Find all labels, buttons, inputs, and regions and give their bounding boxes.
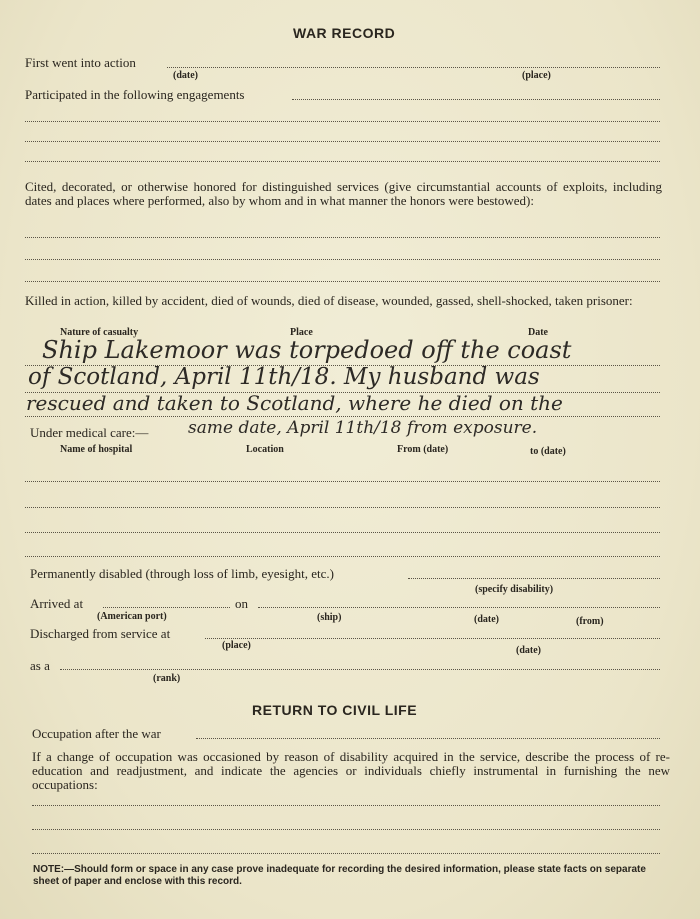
medical-line-4[interactable]	[25, 556, 660, 557]
engagements-line-2[interactable]	[25, 121, 660, 122]
war-record-title: WAR RECORD	[293, 25, 396, 41]
engagements-line-3[interactable]	[25, 141, 660, 142]
engagements-label: Participated in the following engagements	[25, 87, 245, 102]
first-action-place-hint: (place)	[522, 70, 551, 81]
medical-line-3[interactable]	[25, 532, 660, 533]
medical-label: Under medical care:—	[30, 425, 149, 440]
engagements-line-4[interactable]	[25, 161, 660, 162]
handwriting-line-3: rescued and taken to Scotland, where he died on the	[26, 391, 563, 415]
discharged-line[interactable]	[205, 638, 660, 639]
occupation-label: Occupation after the war	[32, 726, 161, 741]
col-date: Date	[528, 327, 548, 338]
col-from-date: From (date)	[397, 444, 449, 455]
first-action-label: First went into action	[25, 55, 136, 70]
discharged-label: Discharged from service at	[30, 626, 171, 641]
as-a-label: as a	[30, 658, 50, 673]
civil-life-title: RETURN TO CIVIL LIFE	[252, 702, 418, 718]
engagements-line-1[interactable]	[292, 99, 660, 100]
cited-line-3[interactable]	[25, 281, 660, 282]
discharged-place-hint: (place)	[222, 640, 251, 651]
cited-line-1[interactable]	[25, 237, 660, 238]
arrived-ship-line[interactable]	[258, 607, 660, 608]
arrived-on-label: on	[235, 596, 248, 611]
col-nature-of-casualty: Nature of casualty	[60, 327, 139, 338]
handwriting-line-2: of Scotland, April 11th/18. My husband was	[28, 364, 540, 390]
note-text: NOTE:—Should form or space in any case prove inadequate for recording the desired information, please state facts on separate sheet of paper and enclose with this record.	[33, 864, 646, 887]
arrived-port-line[interactable]	[103, 607, 230, 608]
col-to-date: to (date)	[530, 446, 566, 457]
arrived-from-hint: (from)	[576, 616, 604, 627]
occupation-line[interactable]	[196, 738, 660, 739]
disabled-hint: (specify disability)	[475, 584, 554, 595]
col-place: Place	[290, 327, 313, 338]
change-line-3[interactable]	[32, 853, 660, 854]
cited-line-2[interactable]	[25, 259, 660, 260]
disabled-line[interactable]	[408, 578, 660, 579]
discharged-date-hint: (date)	[516, 645, 541, 656]
arrived-port-hint: (American port)	[97, 611, 167, 622]
as-a-line[interactable]	[60, 669, 660, 670]
col-name-of-hospital: Name of hospital	[60, 444, 133, 455]
col-location: Location	[246, 444, 284, 455]
first-action-date-hint: (date)	[173, 70, 198, 81]
first-action-line[interactable]	[167, 67, 660, 68]
medical-line-2[interactable]	[25, 507, 660, 508]
handwriting-line-1: Ship Lakemoor was torpedoed off the coast	[42, 336, 572, 364]
change-line-1[interactable]	[32, 805, 660, 806]
arrived-date-hint: (date)	[474, 614, 499, 625]
disabled-label: Permanently disabled (through loss of limb, eyesight, etc.)	[30, 566, 334, 581]
cited-text: Cited, decorated, or otherwise honored for distinguished services (give circumstantial accounts of exploits, including dates and places where performed, also by whom and in what manner the honors were bestowed):	[25, 179, 662, 208]
as-a-rank-hint: (rank)	[153, 673, 181, 684]
change-line-2[interactable]	[32, 829, 660, 830]
medical-line-1[interactable]	[25, 481, 660, 482]
arrived-ship-hint: (ship)	[317, 612, 342, 623]
change-occupation-text: If a change of occupation was occasioned by reason of disability acquired in the service, describe the process of re-education and readjustment, and indicate the agencies or individuals chiefly instrumental in furnishing the new occupations:	[32, 749, 670, 792]
casualty-text: Killed in action, killed by accident, died of wounds, died of disease, wounded, gassed, shell-shocked, taken prisoner:	[25, 293, 633, 308]
handwriting-line-4: same date, April 11th/18 from exposure.	[188, 418, 538, 438]
casualty-line-3[interactable]	[25, 416, 660, 417]
arrived-label: Arrived at	[30, 596, 84, 611]
